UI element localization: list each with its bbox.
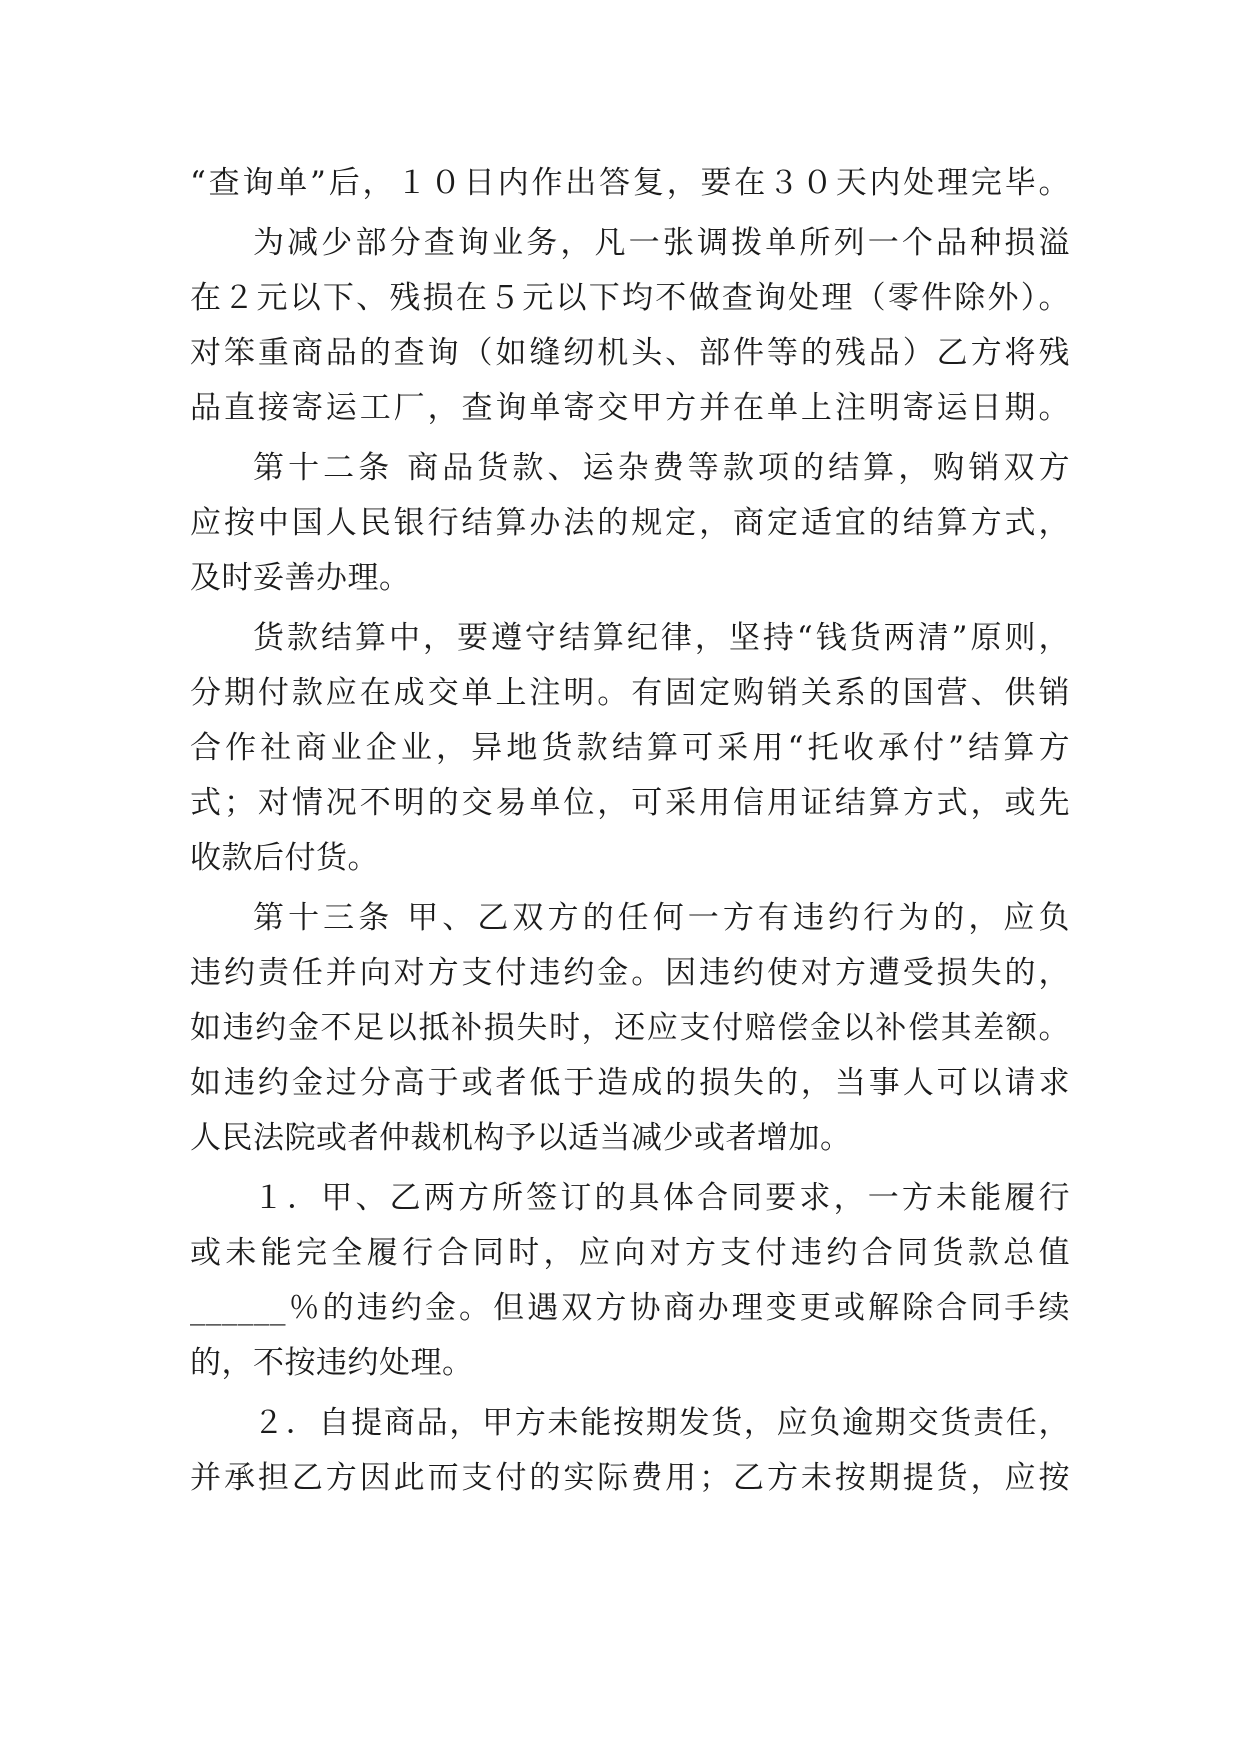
paragraph-first-line: 为减少部分查询业务，凡一张调拨单所列一个品种损溢 xyxy=(253,225,1070,261)
text-line-with-blank: ______％的违约金。但遇双方协商办理变更或解除合同手续 xyxy=(190,1290,1070,1326)
text-line: 或未能完全履行合同时，应向对方支付违约合同货款总值 xyxy=(190,1235,1070,1271)
text-line: 应按中国人民银行结算办法的规定，商定适宜的结算方式， xyxy=(190,505,1070,541)
text-line: 如违约金过分高于或者低于造成的损失的，当事人可以请求 xyxy=(190,1065,1070,1101)
clause-1-first-line: １．甲、乙两方所签订的具体合同要求，一方未能履行 xyxy=(253,1180,1070,1216)
article-12-heading-line: 第十二条 商品货款、运杂费等款项的结算，购销双方 xyxy=(253,450,1070,486)
text-line: 对笨重商品的查询（如缝纫机头、部件等的残品）乙方将残 xyxy=(190,335,1070,371)
clause-2-first-line: ２．自提商品，甲方未能按期发货，应负逾期交货责任， xyxy=(253,1405,1070,1441)
text-line: 在２元以下、残损在５元以下均不做查询处理（零件除外）。 xyxy=(190,280,1070,316)
text-line: 合作社商业企业，异地货款结算可采用“托收承付”结算方 xyxy=(190,730,1070,766)
text-line: 如违约金不足以抵补损失时，还应支付赔偿金以补偿其差额。 xyxy=(190,1010,1070,1046)
text-line: 并承担乙方因此而支付的实际费用；乙方未按期提货，应按 xyxy=(190,1460,1070,1496)
text-line: 式；对情况不明的交易单位，可采用信用证结算方式，或先 xyxy=(190,785,1070,821)
text-line: 收款后付货。 xyxy=(190,840,379,876)
text-line: “查询单”后，１０日内作出答复，要在３０天内处理完毕。 xyxy=(190,165,1070,201)
text-line: 品直接寄运工厂，查询单寄交甲方并在单上注明寄运日期。 xyxy=(190,390,1070,426)
text-line: 的，不按违约处理。 xyxy=(190,1345,474,1381)
text-line: 违约责任并向对方支付违约金。因违约使对方遭受损失的， xyxy=(190,955,1070,991)
paragraph-first-line: 货款结算中，要遵守结算纪律，坚持“钱货两清”原则， xyxy=(253,620,1070,656)
text-line: 人民法院或者仲裁机构予以适当减少或者增加。 xyxy=(190,1120,852,1156)
text-line: 及时妥善办理。 xyxy=(190,560,411,596)
article-13-heading-line: 第十三条 甲、乙双方的任何一方有违约行为的，应负 xyxy=(253,900,1070,936)
text-line: 分期付款应在成交单上注明。有固定购销关系的国营、供销 xyxy=(190,675,1070,711)
